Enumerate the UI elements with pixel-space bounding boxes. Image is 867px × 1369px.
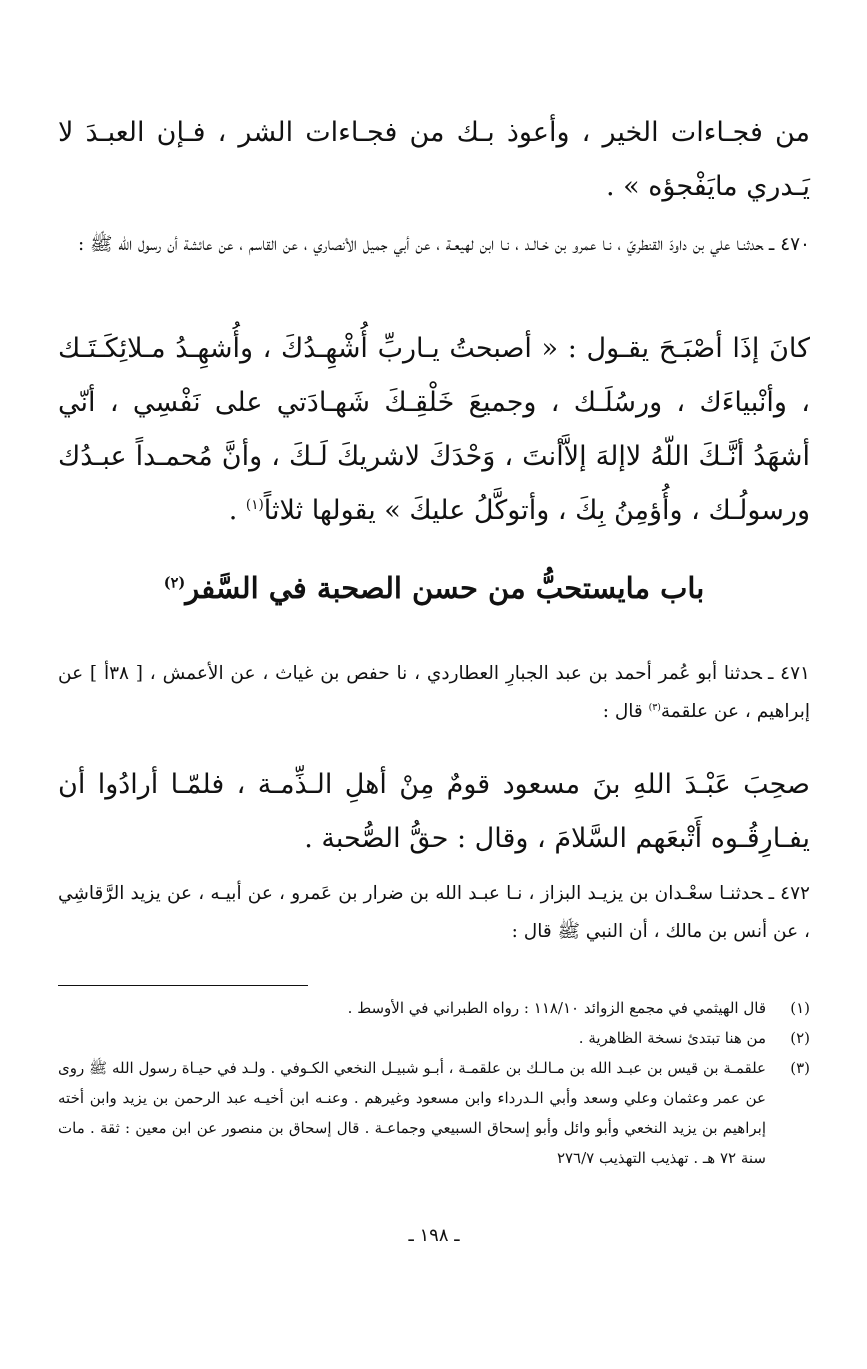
footnote-text: علقمـة بن قيس بن عبـد الله بن مـالـك بن علقمـة ، أبـو شبيـل النخعي الكـوفي . ولـد في حيـاة رسول الله ﷺ روى عن عمر وعثمان وعلي وسعد وأبي الـدرداء وابن مسعود وغيرهم . وعنـه ابن أخيـه عبد الرحمن بن يزيد وابن أخته إبراهيم بن يزيد النخعي وأبو وائل وأبو إسحاق السبيعي وجماعـة . قال إسحاق بن منصور عن ابن معين : ثقة . مات سنة ٧٢ هـ . تهذيب التهذيب ٢٧٦/٧ — [58, 1059, 766, 1167]
hadith-470-matn — [58, 322, 810, 538]
matn-tail: . — [228, 495, 246, 526]
chapter-title: باب مايستحبُّ من حسن الصحبة في السَّفر — [185, 571, 705, 605]
book-page — [58, 0, 810, 1369]
hadith-471-matn — [58, 758, 810, 866]
footnote-item — [58, 993, 810, 1023]
hadith-text: من فجـاءات الخير ، وأعوذ بـك من فجـاءات الشر ، فـإن العبـدَ لا يَـدري مايَفْجؤه » . — [58, 117, 810, 202]
footnote-ref[interactable]: (٣) — [648, 701, 661, 713]
footnote-item — [58, 1023, 810, 1053]
footnote-text: من هنا تبتدئ نسخة الظاهرية . — [578, 1029, 766, 1047]
chapter-heading — [58, 558, 810, 618]
isnad-text: حدثنا أبو عُمر أحمد بن عبد الجبارِ العطاردي ، نا حفص بن غياث ، عن الأعمش ، [ ٣٨أ ] عن إبراهيم ، عن علقمة — [58, 663, 810, 722]
footnote-number: (١) — [790, 999, 810, 1017]
footnote-number: (٢) — [790, 1029, 810, 1047]
footnotes — [58, 993, 810, 1173]
page-number: ـ ١٩٨ ـ — [408, 1225, 460, 1246]
hadith-472-isnad — [58, 875, 810, 951]
isnad-text: حدثنـا سعْـدان بن يزيـد البزاز ، نـا عبـد الله بن ضرار بن عَمرو ، عن أبيـه ، عن يزيد الرَّقاشِي ، عن أنس بن مالك ، أن النبي ﷺ قال : — [58, 883, 810, 942]
hadith-number: ٤٧٢ ـ — [768, 883, 810, 904]
isnad-text-end: قال : — [602, 701, 649, 722]
footnote-text: قال الهيثمي في مجمع الزوائد ١١٨/١٠ : رواه الطبراني في الأوسط . — [347, 999, 766, 1017]
matn-text: صحِبَ عَبْـدَ اللهِ بنَ مسعود قومٌ مِنْ أهلِ الـذِّمـة ، فلمّـا أرادُوا أن يفـارِقُـوه أَتْبعَهم السَّلامَ ، وقال : حقُّ الصُّحبة . — [58, 769, 810, 854]
hadith-470-isnad — [58, 226, 810, 264]
isnad-text: حدثنـا علي بن داودَ القنطريّ ، نـا عمرو بن خـالـد ، نـا ابن لهيعـة ، عن أبي جميل الأنصاري ، عن القاسم ، عن عائشة أن رسول الله ﷺ : — [77, 234, 763, 255]
footnote-ref[interactable]: (٢) — [163, 574, 186, 592]
footnote-number: (٣) — [790, 1059, 810, 1077]
hadith-number: ٤٧٠ ـ — [768, 234, 810, 255]
hadith-471-isnad — [58, 655, 810, 731]
footnote-ref[interactable]: (١) — [245, 497, 264, 513]
footnote-divider — [58, 985, 308, 986]
footnote-item — [58, 1053, 810, 1173]
hadith-number: ٤٧١ ـ — [767, 663, 810, 684]
matn-text: كانَ إذَا أصْبَـحَ يقـول : « أصبحتُ يـاربِّ أُشْهِـدُكَ ، وأُشهِـدُ مـلائِكَـتَـك ، وأنْبياءَك ، ورسُلَـك ، وجميعَ خَلْقِـكَ شَهـادَتي على نَفْسِي ، أنّي أشهَدُ أنَّـكَ اللّهُ لاإلهَ إلاَّأنتَ ، وَحْدَكَ لاشريكَ لَـكَ ، وأنَّ مُحمـداً عبـدُك ورسولُـك ، وأُؤمِنُ بِكَ ، وأتوكَّلُ عليكَ » يقولها ثلاثاً — [58, 333, 810, 526]
hadith-469-continuation — [58, 106, 810, 214]
